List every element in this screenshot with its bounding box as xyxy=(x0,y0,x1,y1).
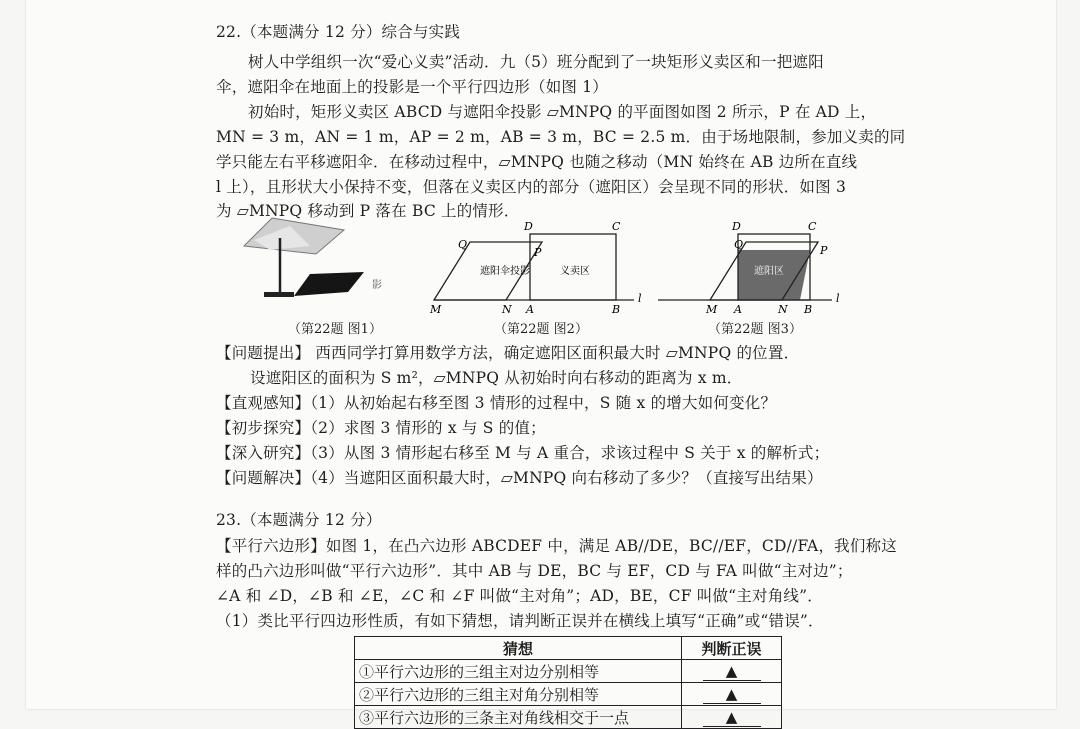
fig3-area-label: 遮阳区 xyxy=(754,266,784,277)
table-cell-guess: ②平行六边形的三组主对角分别相等 xyxy=(355,683,682,706)
fig3-label-q: Q xyxy=(734,238,744,251)
fig2-label-n: N xyxy=(502,303,512,316)
q23-line-3: ∠A 和 ∠D，∠B 和 ∠E，∠C 和 ∠F 叫做“主对角”；AD，BE，CF 叫做“主对角线”． xyxy=(216,587,823,605)
q22-task-1: 【直观感知】（1）从初始起右移至图 3 情形的过程中，S 随 x 的增大如何变化？ xyxy=(216,394,777,412)
umbrella-base xyxy=(264,292,294,297)
fig1-annotation: 影 xyxy=(372,280,382,291)
fig2-sale-label: 义卖区 xyxy=(560,266,590,277)
table-row xyxy=(355,660,782,683)
q22-line-4: MN = 3 m，AN = 1 m，AP = 2 m，AB = 3 m，BC = 2.5 m．由于场地限制，参加义卖的同 xyxy=(216,128,906,146)
q23-line-2: 样的凸六边形叫做“平行六边形”．其中 AB 与 DE，BC 与 EF，CD 与 FA 叫做“主对边”； xyxy=(216,562,853,580)
q22-task-4: 【问题解决】（4）当遮阳区面积最大时，▱MNPQ 向右移动了多少？（直接写出结果） xyxy=(216,469,823,487)
table-header-row xyxy=(355,637,782,660)
q22-line-6: l 上），且形状大小保持不变，但落在义卖区内的部分（遮阳区）会呈现不同的形状．如图 3 xyxy=(216,178,847,196)
q23-header: 23.（本题满分 12 分） xyxy=(216,511,382,529)
q22-figure-3 xyxy=(654,216,854,316)
q23-line-1: 【平行六边形】如图 1，在凸六边形 ABCDEF 中，满足 AB//DE，BC//EF，CD//FA，我们称这 xyxy=(216,537,897,555)
fig2-label-d: D xyxy=(524,220,533,233)
q23-guess-table xyxy=(354,636,782,729)
q22-figure-1 xyxy=(240,216,430,306)
table-header-guess: 猜想 xyxy=(355,637,682,660)
q22-task-intro: 【问题提出】 西西同学打算用数学方法，确定遮阳区面积最大时 ▱MNPQ 的位置． xyxy=(216,344,800,362)
exam-page xyxy=(26,0,1056,727)
q23-line-4: （1）类比平行四边形性质，有如下猜想，请判断正误并在横线上填写“正确”或“错误”． xyxy=(216,612,824,630)
table-header-judge: 判断正误 xyxy=(682,637,782,660)
fig2-label-b: B xyxy=(612,303,621,316)
q22-task-setup: 设遮阳区的面积为 S m²，▱MNPQ 从初始时向右移动的距离为 x m． xyxy=(250,369,743,387)
q22-task-3: 【深入研究】（3）从图 3 情形起右移至 M 与 A 重合，求该过程中 S 关于 x 的解析式； xyxy=(216,444,830,462)
fig3-label-a: A xyxy=(734,303,742,316)
fig3-label-d: D xyxy=(732,220,741,233)
fig2-label-l: l xyxy=(638,292,642,305)
q22-line-1: 树人中学组织一次“爱心义卖”活动．九（5）班分配到了一块矩形义卖区和一把遮阳 xyxy=(248,53,824,71)
table-cell-judge xyxy=(682,660,782,683)
fig1-caption: （第22题 图1） xyxy=(288,322,382,337)
fig3-label-b: B xyxy=(804,303,813,316)
fig2-caption: （第22题 图2） xyxy=(494,322,588,337)
q22-task-2: 【初步探究】（2）求图 3 情形的 x 与 S 的值； xyxy=(216,419,546,437)
fig3-label-l: l xyxy=(836,292,840,305)
table-cell-judge xyxy=(682,683,782,706)
fig2-label-c: C xyxy=(612,220,621,233)
table-row xyxy=(355,683,782,706)
fig3-label-p: P xyxy=(820,244,828,257)
q22-figure-2 xyxy=(422,216,652,316)
fig2-label-p: P xyxy=(534,246,542,259)
fig2-label-q: Q xyxy=(458,238,468,251)
q22-line-5: 学只能左右平移遮阳伞．在移动过程中，▱MNPQ 也随之移动（MN 始终在 AB 边所在直线 xyxy=(216,153,858,171)
table-cell-guess: ③平行六边形的三条主对角线相交于一点 xyxy=(355,706,682,729)
fig2-label-a: A xyxy=(526,303,534,316)
fig3-label-n: N xyxy=(778,303,788,316)
fig2-shade-label: 遮阳伞投影 xyxy=(480,266,530,277)
fig3-label-c: C xyxy=(808,220,817,233)
answer-blank[interactable]: ▲ xyxy=(703,685,761,704)
fig3-label-m: M xyxy=(706,303,718,316)
q22-line-7: 为 ▱MNPQ 移动到 P 落在 BC 上的情形． xyxy=(216,202,520,220)
answer-blank[interactable]: ▲ xyxy=(703,662,761,681)
answer-blank[interactable]: ▲ xyxy=(703,708,761,727)
q22-line-2: 伞，遮阳伞在地面上的投影是一个平行四边形（如图 1） xyxy=(216,78,608,96)
umbrella-shadow xyxy=(294,272,364,296)
q22-line-3: 初始时，矩形义卖区 ABCD 与遮阳伞投影 ▱MNPQ 的平面图如图 2 所示，P 在 AD 上， xyxy=(248,103,877,121)
fig3-caption: （第22题 图3） xyxy=(708,322,802,337)
table-cell-guess: ①平行六边形的三组主对边分别相等 xyxy=(355,660,682,683)
fig2-label-m: M xyxy=(430,303,442,316)
q22-header: 22.（本题满分 12 分）综合与实践 xyxy=(216,23,461,41)
